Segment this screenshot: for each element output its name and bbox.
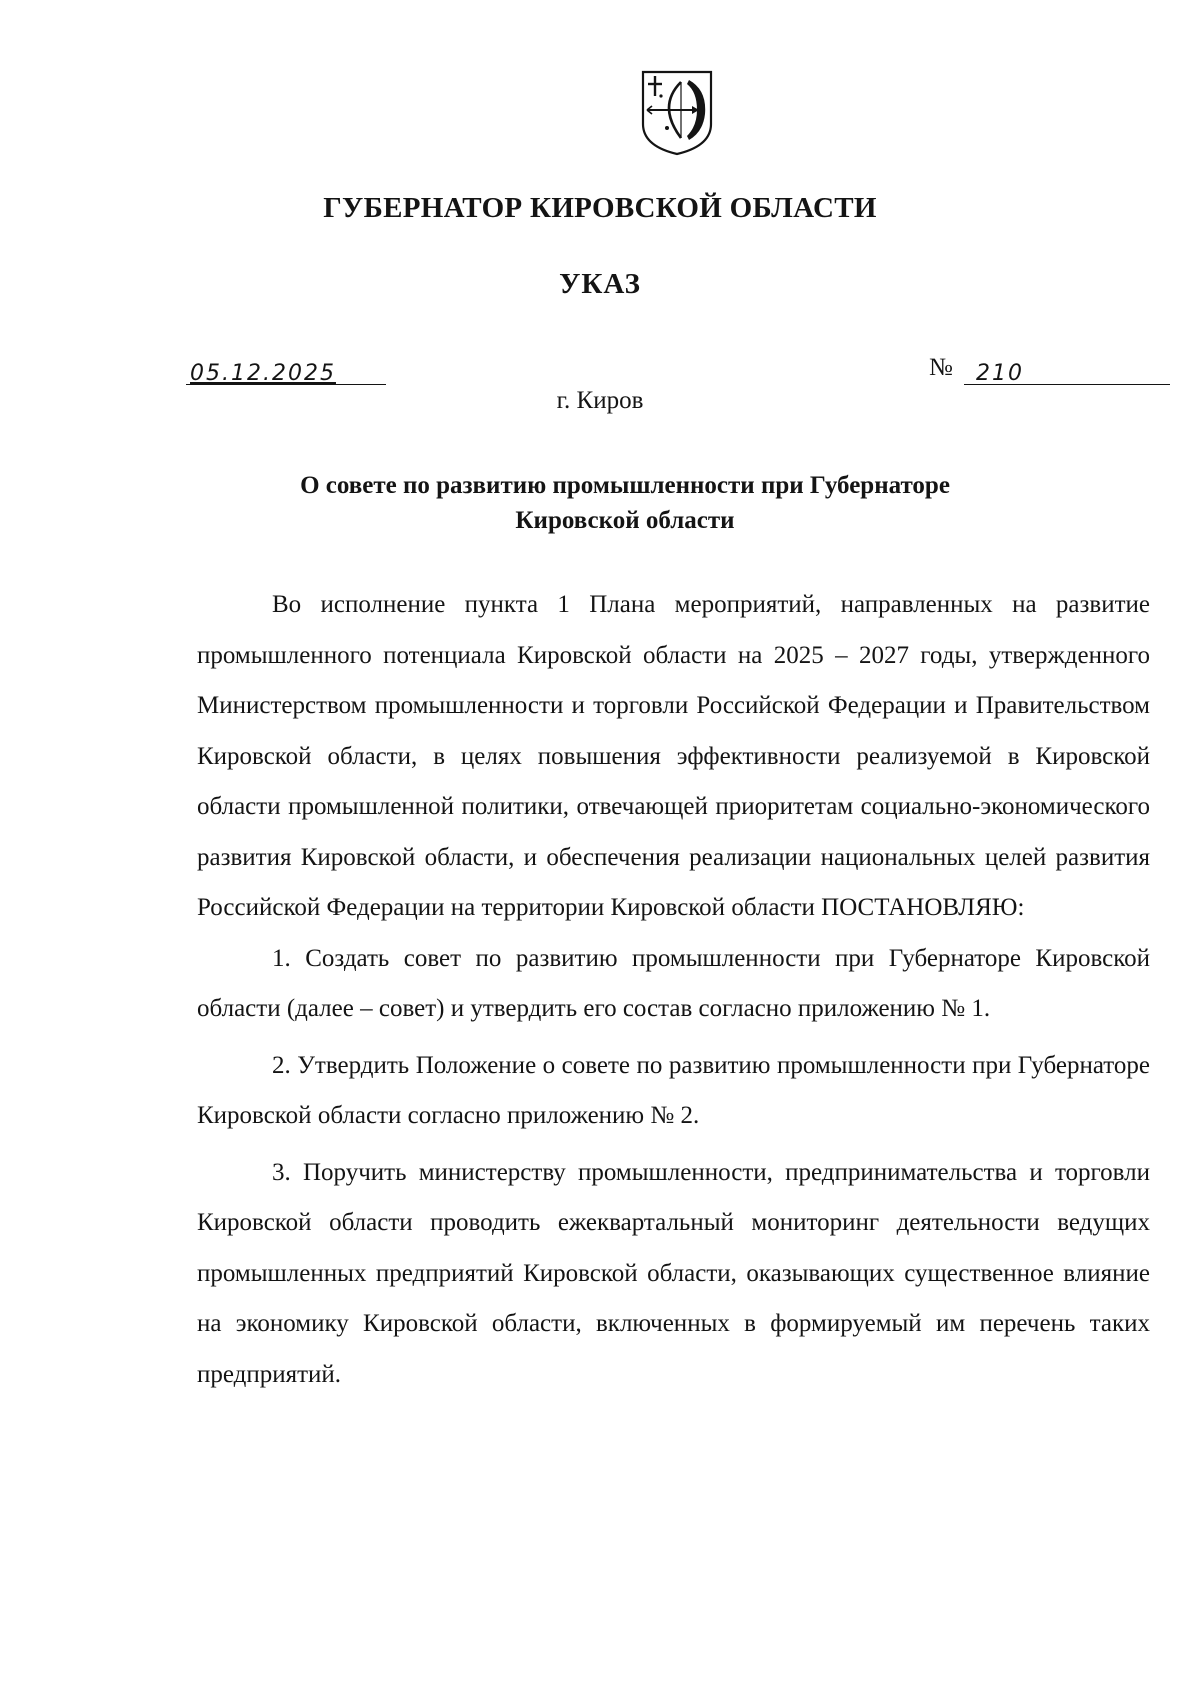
clause-3: 3. Поручить министерству промышленности, предпринимательства и торговли Кировской области проводить ежеквартальный мониторинг деятельности ведущих промышленных предприятий Кировской области, оказывающих существенное влияние на экономику Кировской области, включенных в формируемый им перечень таких предприятий. — [197, 1158, 1150, 1388]
decree-title-line-1: О совете по развитию промышленности при Губернаторе — [300, 472, 950, 499]
preamble-paragraph: Во исполнение пункта 1 Плана мероприятий, направленных на развитие промышленного потенциала Кировской области на 2025 – 2027 годы, утвержденного Министерством промышленности и торговли Российской Федерации и Правительством Кировской области, в целях повышения эффективности реализуемой в Кировской области промышленной политики, отвечающей приоритетам социально-экономического развития Кировской области, и обеспечения реализации национальных целей развития Российской Федерации на территории Кировской области ПОСТАНОВЛЯЮ: — [197, 591, 1150, 921]
decree-number: 210 — [976, 361, 1024, 386]
document-type: УКАЗ — [559, 268, 641, 300]
date-field — [186, 354, 386, 385]
number-label: № — [929, 354, 953, 381]
number-field — [964, 354, 1170, 385]
clause-2: 2. Утвердить Положение о совете по развитию промышленности при Губернаторе Кировской области согласно приложению № 2. — [197, 1051, 1150, 1129]
decree-title — [200, 468, 1050, 538]
issuing-authority: ГУБЕРНАТОР КИРОВСКОЙ ОБЛАСТИ — [323, 192, 877, 224]
kirov-coat-of-arms-icon — [637, 66, 717, 158]
decree-title-line-2: Кировской области — [515, 507, 735, 534]
city-line: г. Киров — [556, 387, 644, 414]
clause-1: 1. Создать совет по развитию промышленности при Губернаторе Кировской области (далее – совет) и утвердить его состав согласно приложению № 1. — [197, 944, 1150, 1022]
decree-body — [197, 580, 1150, 1400]
decree-date: 05.12.2025 — [190, 361, 336, 386]
